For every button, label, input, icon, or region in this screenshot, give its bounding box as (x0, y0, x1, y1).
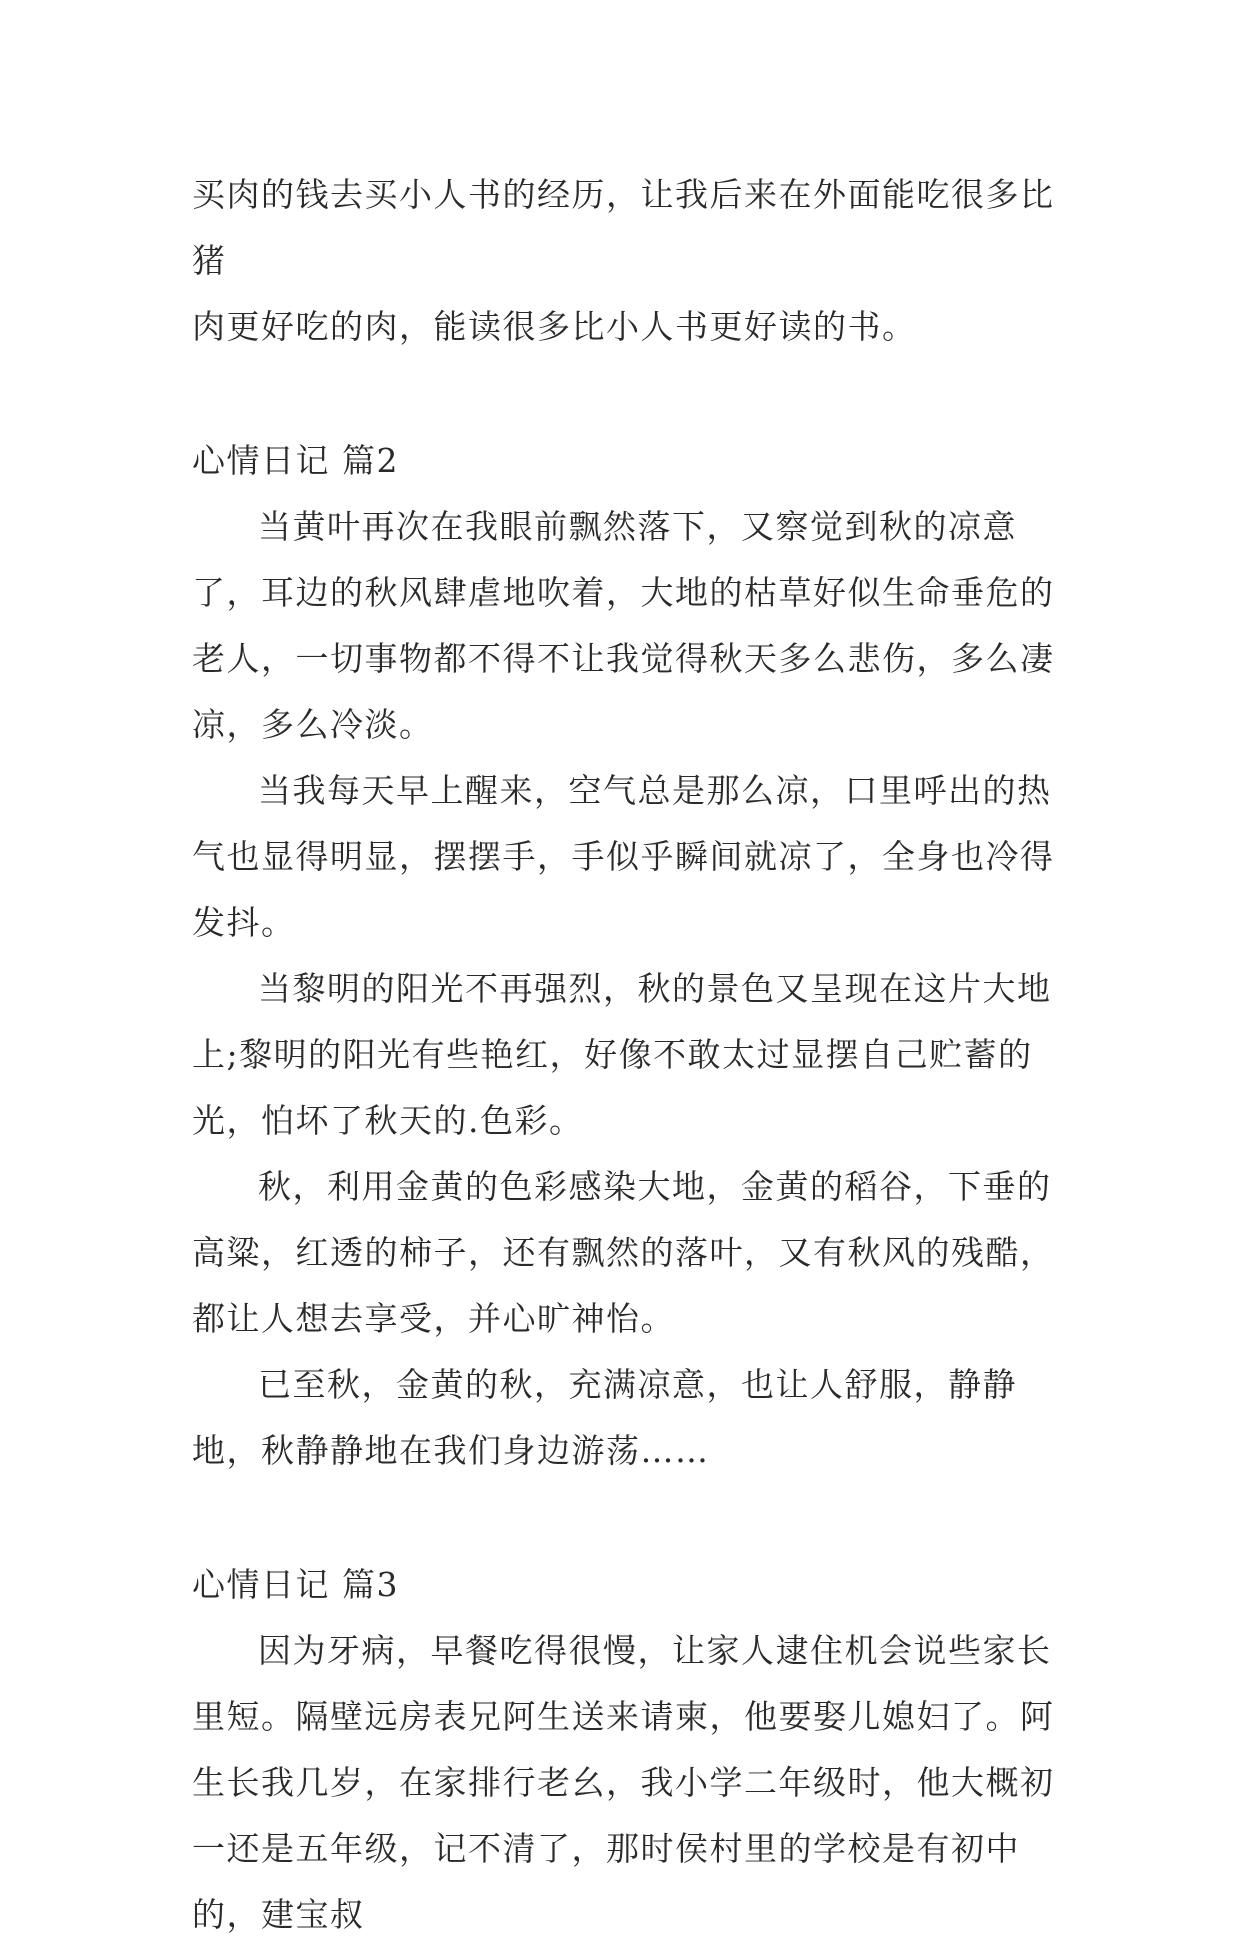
section-3-heading: 心情日记 篇3 (192, 1565, 399, 1604)
section-2-paragraph-3: 当黎明的阳光不再强烈，秋的景色又呈现在这片大地上;黎明的阳光有些艳红，好像不敢太过显摆自己贮蓄的光，怕坏了秋天的.色彩。 (192, 969, 1052, 1140)
section-spacer (192, 360, 1072, 428)
section-2-paragraph-5: 已至秋，金黄的秋，充满凉意，也让人舒服，静静地，秋静静地在我们身边游荡…… (192, 1365, 1017, 1470)
section-spacer (192, 1484, 1072, 1552)
section-2-paragraph-1: 当黄叶再次在我眼前飘然落下，又察觉到秋的凉意了，耳边的秋风肆虐地吹着，大地的枯草好似生命垂危的老人，一切事物都不得不让我觉得秋天多么悲伤，多么凄凉，多么冷淡。 (192, 507, 1055, 744)
document-body (192, 162, 1072, 1948)
section-2-paragraph-2: 当我每天早上醒来，空气总是那么凉，口里呼出的热气也显得明显，摆摆手，手似乎瞬间就凉了，全身也冷得发抖。 (192, 771, 1055, 942)
intro-line-1: 买肉的钱去买小人书的经历，让我后来在外面能吃很多比猪 (192, 175, 1055, 280)
section-2-paragraph-4: 秋，利用金黄的色彩感染大地，金黄的稻谷，下垂的高粱，红透的柿子，还有飘然的落叶，又有秋风的残酷，都让人想去享受，并心旷神怡。 (192, 1167, 1055, 1338)
intro-line-2: 肉更好吃的肉，能读很多比小人书更好读的书。 (192, 307, 917, 346)
section-3-paragraph-1: 因为牙病，早餐吃得很慢，让家人逮住机会说些家长里短。隔壁远房表兄阿生送来请柬，他要娶儿媳妇了。阿生长我几岁，在家排行老幺，我小学二年级时，他大概初一还是五年级，记不清了，那时侯村里的学校是有初中的，建宝叔 (192, 1631, 1055, 1934)
section-2-heading: 心情日记 篇2 (192, 441, 399, 480)
